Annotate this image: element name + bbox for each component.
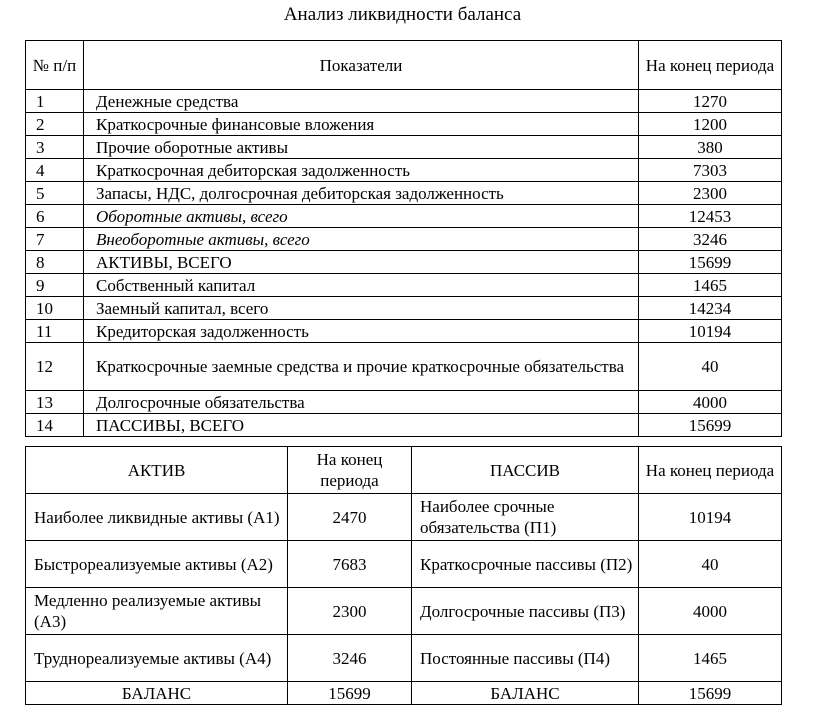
liability-value: 1465 (639, 635, 782, 682)
table-row (26, 90, 782, 113)
row-indicator: Денежные средства (84, 90, 639, 113)
liability-name: Краткосрочные пассивы (П2) (412, 541, 639, 588)
table-row (26, 391, 782, 414)
column-header-num: № п/п (26, 41, 84, 90)
table-row (26, 414, 782, 437)
table-row (26, 541, 782, 588)
table-row (26, 494, 782, 541)
row-indicator: Долгосрочные обязательства (84, 391, 639, 414)
table-row (26, 635, 782, 682)
row-indicator: Кредиторская задолженность (84, 320, 639, 343)
row-value: 3246 (639, 228, 782, 251)
row-indicator: Краткосрочные финансовые вложения (84, 113, 639, 136)
total-asset-label: БАЛАНС (26, 682, 288, 705)
row-num: 5 (26, 182, 84, 205)
table-row (26, 274, 782, 297)
document-title: Анализ ликвидности баланса (283, 4, 522, 25)
row-value: 10194 (639, 320, 782, 343)
total-liability-label: БАЛАНС (412, 682, 639, 705)
table-row (26, 205, 782, 228)
row-indicator: Краткосрочные заемные средства и прочие краткосрочные обязательства (84, 343, 639, 391)
row-value: 14234 (639, 297, 782, 320)
column-header-value: На конец периода (639, 41, 782, 90)
row-value: 1200 (639, 113, 782, 136)
table-row (26, 320, 782, 343)
row-value: 15699 (639, 414, 782, 437)
table-row (26, 343, 782, 391)
asset-name: Наиболее ликвидные активы (А1) (26, 494, 288, 541)
row-value: 15699 (639, 251, 782, 274)
row-num: 7 (26, 228, 84, 251)
liability-name: Долгосрочные пассивы (П3) (412, 588, 639, 635)
table-row (26, 251, 782, 274)
column-header-asset-value: На конец периода (288, 447, 412, 494)
table-header-row (26, 41, 782, 90)
asset-name: Быстрореализуемые активы (А2) (26, 541, 288, 588)
row-num: 14 (26, 414, 84, 437)
row-num: 1 (26, 90, 84, 113)
table-row (26, 228, 782, 251)
table-row (26, 588, 782, 635)
liability-value: 40 (639, 541, 782, 588)
asset-name: Медленно реализуемые активы (А3) (26, 588, 288, 635)
row-indicator: Собственный капитал (84, 274, 639, 297)
row-num: 13 (26, 391, 84, 414)
row-indicator: Краткосрочная дебиторская задолженность (84, 159, 639, 182)
row-indicator: Заемный капитал, всего (84, 297, 639, 320)
liability-value: 10194 (639, 494, 782, 541)
row-indicator: Оборотные активы, всего (84, 205, 639, 228)
liability-value: 4000 (639, 588, 782, 635)
column-header-indicator: Показатели (84, 41, 639, 90)
row-value: 7303 (639, 159, 782, 182)
row-indicator: АКТИВЫ, ВСЕГО (84, 251, 639, 274)
liability-name: Наиболее срочные обязательства (П1) (412, 494, 639, 541)
row-num: 4 (26, 159, 84, 182)
row-indicator: Прочие оборотные активы (84, 136, 639, 159)
table-row (26, 297, 782, 320)
row-value: 1465 (639, 274, 782, 297)
asset-value: 7683 (288, 541, 412, 588)
row-num: 10 (26, 297, 84, 320)
table-row (26, 113, 782, 136)
total-liability-value: 15699 (639, 682, 782, 705)
table-row (26, 136, 782, 159)
row-indicator: ПАССИВЫ, ВСЕГО (84, 414, 639, 437)
table-row (26, 182, 782, 205)
balance-liquidity-table (25, 446, 782, 705)
row-num: 12 (26, 343, 84, 391)
row-value: 4000 (639, 391, 782, 414)
table-row (26, 159, 782, 182)
liquidity-indicators-table (25, 40, 782, 437)
asset-value: 3246 (288, 635, 412, 682)
row-value: 380 (639, 136, 782, 159)
row-num: 2 (26, 113, 84, 136)
row-num: 9 (26, 274, 84, 297)
asset-name: Труднореализуемые активы (А4) (26, 635, 288, 682)
row-num: 3 (26, 136, 84, 159)
row-indicator: Внеоборотные активы, всего (84, 228, 639, 251)
asset-value: 2470 (288, 494, 412, 541)
column-header-liability: ПАССИВ (412, 447, 639, 494)
column-header-asset: АКТИВ (26, 447, 288, 494)
row-value: 2300 (639, 182, 782, 205)
table-header-row (26, 447, 782, 494)
row-num: 8 (26, 251, 84, 274)
row-num: 11 (26, 320, 84, 343)
total-asset-value: 15699 (288, 682, 412, 705)
row-value: 1270 (639, 90, 782, 113)
row-indicator: Запасы, НДС, долгосрочная дебиторская задолженность (84, 182, 639, 205)
asset-value: 2300 (288, 588, 412, 635)
row-num: 6 (26, 205, 84, 228)
liability-name: Постоянные пассивы (П4) (412, 635, 639, 682)
row-value: 12453 (639, 205, 782, 228)
row-value: 40 (639, 343, 782, 391)
column-header-liability-value: На конец периода (639, 447, 782, 494)
total-row (26, 682, 782, 705)
